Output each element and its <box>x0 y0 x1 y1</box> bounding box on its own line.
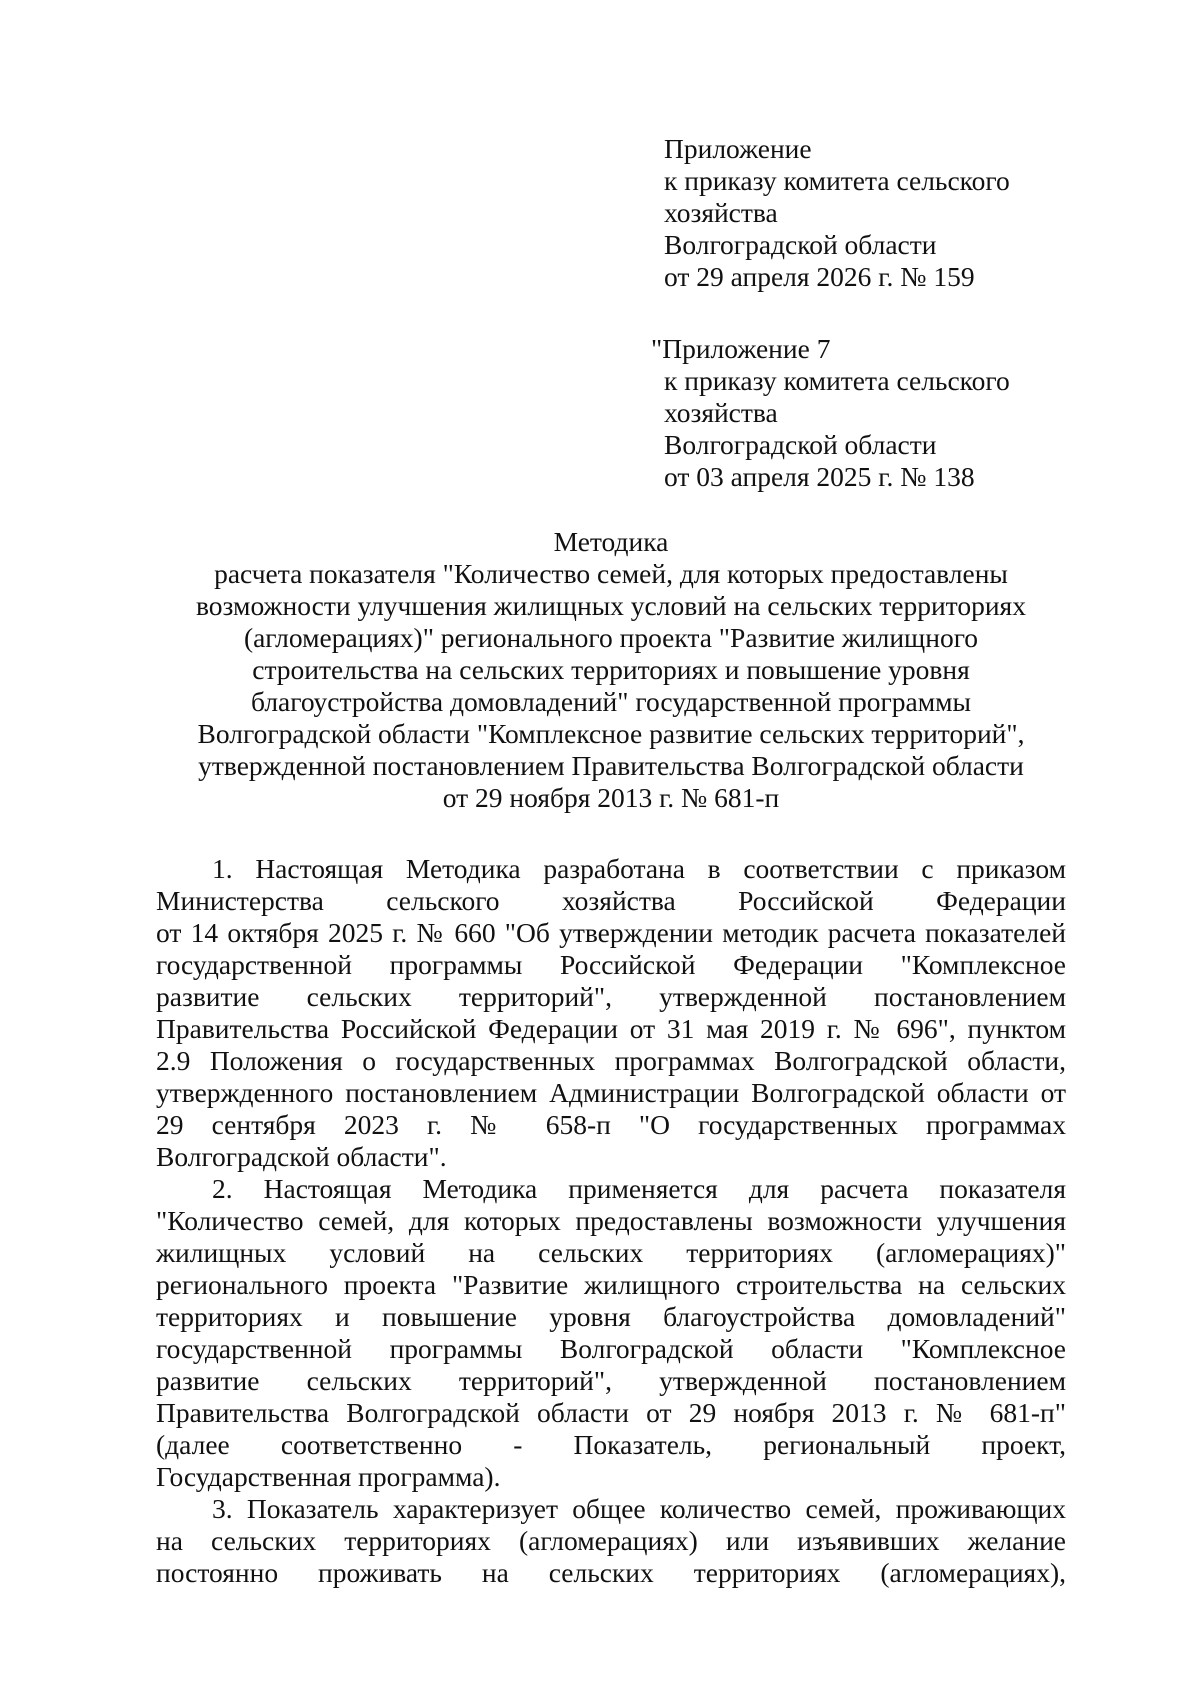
paragraph-1-line: Волгоградской области". <box>156 1141 447 1172</box>
title-line: возможности улучшения жилищных условий на сельских территориях <box>196 590 1026 621</box>
appendix-7-line: хозяйства <box>664 397 778 428</box>
title-line: Волгоградской области "Комплексное развитие сельских территорий", <box>197 718 1025 749</box>
paragraph-1-line: Правительства Российской Федерации от 31 мая 2019 г. № 696", пунктом <box>156 1013 1066 1044</box>
document-title <box>150 526 1072 814</box>
paragraph-1-line: утвержденного постановлением Администрации Волгоградской области от <box>156 1077 1066 1108</box>
title-line: Методика <box>553 526 669 557</box>
appendix-7-line: Волгоградской области <box>664 429 937 460</box>
paragraph-3-line: постоянно проживать на сельских территориях (агломерациях), <box>156 1557 1066 1588</box>
paragraph-2-line: (далее соответственно - Показатель, региональный проект, <box>156 1429 1066 1460</box>
appendix-7-line: от 03 апреля 2025 г. № 138 <box>664 461 975 492</box>
paragraph-2-line: жилищных условий на сельских территориях (агломерациях)" <box>156 1237 1066 1268</box>
document-body <box>156 853 1066 1589</box>
paragraph-1-line: государственной программы Российской Федерации "Комплексное <box>156 949 1066 980</box>
title-line: строительства на сельских территориях и повышение уровня <box>252 654 970 685</box>
title-line: (агломерациях)" регионального проекта "Развитие жилищного <box>243 622 979 653</box>
paragraph-1-line: 1. Настоящая Методика разработана в соответствии с приказом <box>212 853 1066 884</box>
paragraph-1-line: от 14 октября 2025 г. № 660 "Об утверждении методик расчета показателей <box>156 917 1066 948</box>
appendix-header <box>664 133 1010 293</box>
title-line: от 29 ноября 2013 г. № 681-п <box>442 782 780 813</box>
title-line: утвержденной постановлением Правительства Волгоградской области <box>198 750 1024 781</box>
appendix-line: Волгоградской области <box>664 229 937 260</box>
paragraph-2-line: "Количество семей, для которых предоставлены возможности улучшения <box>156 1205 1066 1236</box>
appendix-7-line: к приказу комитета сельского <box>664 365 1010 396</box>
appendix-line: от 29 апреля 2026 г. № 159 <box>664 261 975 292</box>
appendix-7-line: "Приложение 7 <box>651 333 831 364</box>
title-line: расчета показателя "Количество семей, для которых предоставлены <box>214 558 1008 589</box>
title-line: благоустройства домовладений" государственной программы <box>251 686 971 717</box>
paragraph-1-line: Министерства сельского хозяйства Российской Федерации <box>156 885 1066 916</box>
paragraph-2-line: регионального проекта "Развитие жилищного строительства на сельских <box>156 1269 1066 1300</box>
appendix-line: к приказу комитета сельского <box>664 165 1010 196</box>
appendix-7-header <box>651 333 1010 493</box>
paragraph-2-line: государственной программы Волгоградской области "Комплексное <box>156 1333 1066 1364</box>
paragraph-3-line: на сельских территориях (агломерациях) или изъявивших желание <box>156 1525 1066 1556</box>
paragraph-1-line: развитие сельских территорий", утвержденной постановлением <box>156 981 1066 1012</box>
appendix-line: хозяйства <box>664 197 778 228</box>
paragraph-2-line: Государственная программа). <box>156 1461 501 1492</box>
paragraph-3-line: 3. Показатель характеризует общее количество семей, проживающих <box>212 1493 1066 1524</box>
paragraph-2-line: территориях и повышение уровня благоустройства домовладений" <box>156 1301 1066 1332</box>
paragraph-1-line: 29 сентября 2023 г. № 658-п "О государственных программах <box>156 1109 1066 1140</box>
paragraph-1-line: 2.9 Положения о государственных программах Волгоградской области, <box>156 1045 1066 1076</box>
paragraph-2-line: 2. Настоящая Методика применяется для расчета показателя <box>212 1173 1066 1204</box>
appendix-line: Приложение <box>664 133 812 164</box>
paragraph-2-line: развитие сельских территорий", утвержденной постановлением <box>156 1365 1066 1396</box>
paragraph-2-line: Правительства Волгоградской области от 29 ноября 2013 г. № 681-п" <box>156 1397 1066 1428</box>
